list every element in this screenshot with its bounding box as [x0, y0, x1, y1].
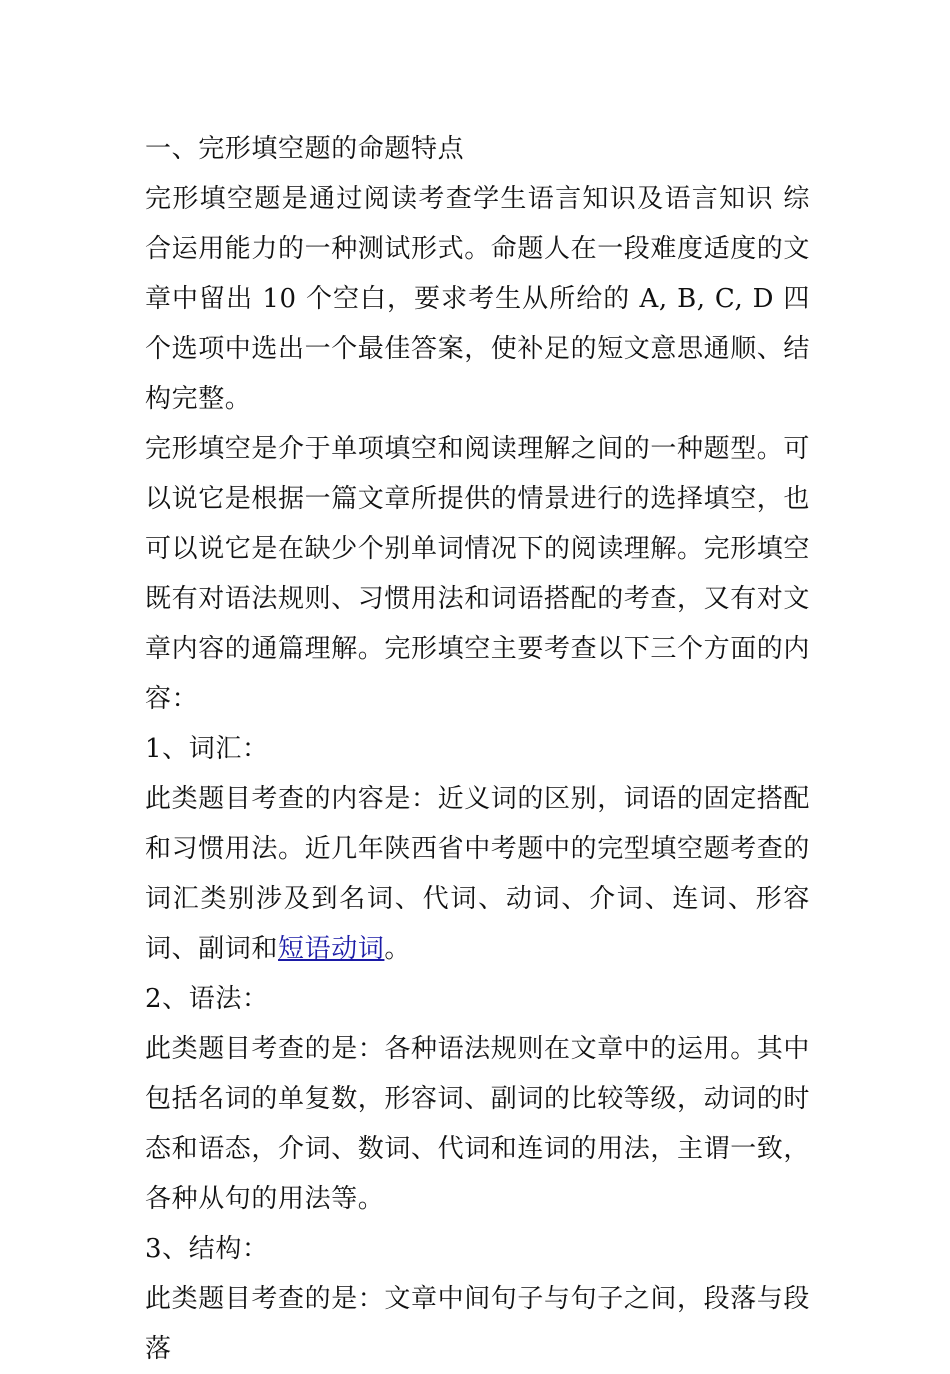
vocabulary-text-end: 。 [384, 934, 412, 964]
document-title: 一、完形填空题的命题特点 [145, 134, 465, 164]
section-heading-grammar: 2、语法： [145, 984, 269, 1014]
section-text-vocabulary [145, 774, 810, 974]
phrasal-verb-link[interactable]: 短语动词 [278, 934, 385, 964]
vocabulary-text: 此类题目考查的内容是：近义词的区别，词语的固定搭配和习惯用法。近几年陕西省中考题中的完型填空题考查的词汇类别涉及到名词、代词、动词、介词、连词、形容词、副词和 [145, 784, 811, 964]
intro-paragraph-1: 完形填空题是通过阅读考查学生语言知识及语言知识 综合运用能力的一种测试形式。命题人在一段难度适度的文章中留出 10 个空白，要求考生从所给的 A, B, C, D 四个选项中选出一个最佳答案，使补足的短文意思通顺、结构完整。 [145, 184, 811, 414]
document-body [145, 124, 810, 1374]
section-heading-vocabulary: 1、词汇： [145, 734, 269, 764]
section-text-structure: 此类题目考查的是：文章中间句子与句子之间，段落与段落 [145, 1284, 811, 1364]
section-text-grammar: 此类题目考查的是：各种语法规则在文章中的运用。其中包括名词的单复数，形容词、副词的比较等级，动词的时态和语态，介词、数词、代词和连词的用法，主谓一致，各种从句的用法等。 [145, 1034, 811, 1214]
section-heading-structure: 3、结构： [145, 1234, 269, 1264]
intro-paragraph-2: 完形填空是介于单项填空和阅读理解之间的一种题型。可以说它是根据一篇文章所提供的情景进行的选择填空，也可以说它是在缺少个别单词情况下的阅读理解。完形填空既有对语法规则、习惯用法和词语搭配的考查，又有对文章内容的通篇理解。完形填空主要考查以下三个方面的内容： [145, 434, 811, 714]
